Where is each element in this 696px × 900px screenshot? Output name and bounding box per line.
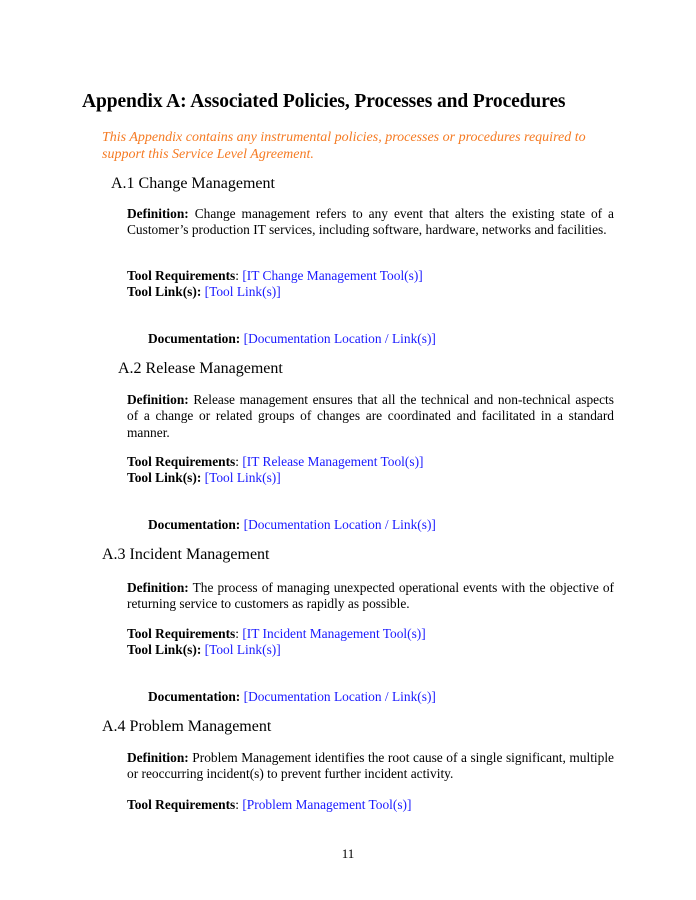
tool-requirements-label: Tool Requirements [127, 454, 236, 469]
section-heading-incident-management: A.3 Incident Management [102, 546, 270, 563]
definition-text: Release management ensures that all the technical and non-technical aspects of a change or related groups of changes are coordinated and facilitated in a standard manner. [127, 392, 614, 440]
documentation-link[interactable]: [Documentation Location / Link(s)] [243, 517, 436, 532]
documentation-label: Documentation: [148, 689, 241, 704]
colon: : [235, 797, 239, 812]
tool-links-release-management [127, 470, 281, 486]
definition-label: Definition: [127, 580, 189, 595]
tool-links-change-management [127, 284, 281, 300]
tool-requirements-link[interactable]: [IT Release Management Tool(s)] [242, 454, 424, 469]
documentation-label: Documentation: [148, 331, 241, 346]
documentation-change-management [148, 331, 436, 347]
tool-requirements-release-management [127, 454, 423, 470]
tool-requirements-link[interactable]: [IT Incident Management Tool(s)] [242, 626, 426, 641]
section-heading-change-management: A.1 Change Management [111, 175, 275, 192]
definition-text: Problem Management identifies the root cause of a single significant, multiple or reoccurring incident(s) to prevent further incident activity. [127, 750, 614, 782]
section-heading-release-management: A.2 Release Management [118, 360, 283, 377]
definition-label: Definition: [127, 392, 189, 407]
section-heading-problem-management: A.4 Problem Management [102, 718, 272, 735]
tool-requirements-incident-management [127, 626, 426, 642]
tool-requirements-link[interactable]: [IT Change Management Tool(s)] [242, 268, 423, 283]
tool-links-link[interactable]: [Tool Link(s)] [204, 284, 281, 299]
page-title: Appendix A: Associated Policies, Processes and Procedures [82, 91, 566, 112]
colon: : [235, 454, 239, 469]
definition-text: The process of managing unexpected operational events with the objective of returning service to customers as rapidly as possible. [127, 580, 614, 612]
definition-label: Definition: [127, 206, 189, 221]
tool-requirements-change-management [127, 268, 423, 284]
definition-problem-management [127, 750, 614, 783]
documentation-link[interactable]: [Documentation Location / Link(s)] [243, 689, 436, 704]
tool-requirements-label: Tool Requirements [127, 626, 236, 641]
documentation-release-management [148, 517, 436, 533]
definition-change-management [127, 206, 614, 239]
documentation-link[interactable]: [Documentation Location / Link(s)] [243, 331, 436, 346]
colon: : [235, 626, 239, 641]
definition-release-management [127, 392, 614, 441]
tool-requirements-label: Tool Requirements [127, 268, 236, 283]
tool-links-label: Tool Link(s): [127, 642, 202, 657]
definition-text: Change management refers to any event that alters the existing state of a Customer’s production IT services, including software, hardware, networks and facilities. [127, 206, 614, 238]
tool-links-label: Tool Link(s): [127, 470, 202, 485]
tool-links-label: Tool Link(s): [127, 284, 202, 299]
page-number: 11 [341, 846, 355, 861]
definition-incident-management [127, 580, 614, 613]
documentation-incident-management [148, 689, 436, 705]
tool-links-link[interactable]: [Tool Link(s)] [204, 642, 281, 657]
definition-label: Definition: [127, 750, 189, 765]
tool-links-link[interactable]: [Tool Link(s)] [204, 470, 281, 485]
tool-requirements-problem-management [127, 797, 411, 813]
tool-requirements-label: Tool Requirements [127, 797, 236, 812]
appendix-intro: This Appendix contains any instrumental policies, processes or procedures required to support this Service Level Agreement. [102, 130, 586, 162]
colon: : [235, 268, 239, 283]
tool-requirements-link[interactable]: [Problem Management Tool(s)] [242, 797, 412, 812]
tool-links-incident-management [127, 642, 281, 658]
documentation-label: Documentation: [148, 517, 241, 532]
